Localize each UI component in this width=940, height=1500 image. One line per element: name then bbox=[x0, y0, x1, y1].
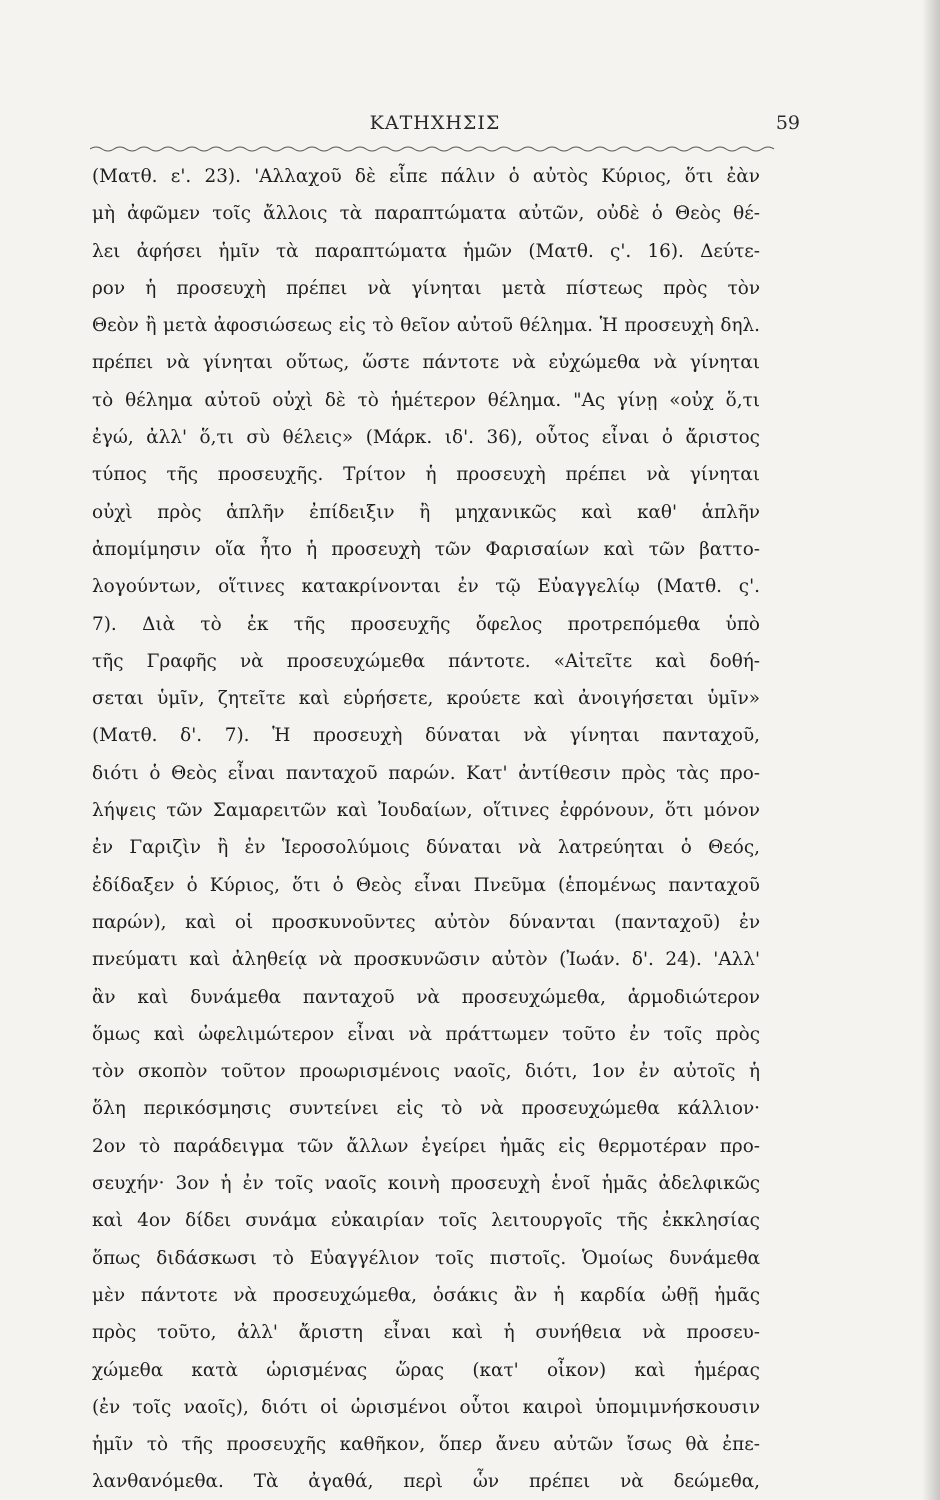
text-line: λογούντων, οἵτινες κατακρίνονται ἐν τῷ Εὐαγγελίῳ (Ματθ. ς'. bbox=[92, 576, 760, 598]
text-line: τύπος τῆς προσευχῆς. Τρίτον ἡ προσευχὴ πρέπει νὰ γίνηται bbox=[92, 464, 760, 486]
text-line: ἐν Γαριζὶν ἢ ἐν Ἱεροσολύμοις δύναται νὰ λατρεύηται ὁ Θεός, bbox=[92, 837, 760, 859]
text-line: ἐγώ, ἀλλ' ὅ,τι σὺ θέλεις» (Μάρκ. ιδ'. 36), οὗτος εἶναι ὁ ἄριστος bbox=[92, 427, 760, 449]
running-title: ΚΑΤΗΧΗΣΙΣ bbox=[369, 112, 501, 134]
text-line: σεται ὑμῖν, ζητεῖτε καὶ εὑρήσετε, κρούετε καὶ ἀνοιγήσεται ὑμῖν» bbox=[92, 688, 760, 710]
page-edge-shadow bbox=[922, 0, 940, 1500]
text-line: καὶ 4ον δίδει συνάμα εὐκαιρίαν τοῖς λειτουργοῖς τῆς ἐκκλησίας bbox=[92, 1210, 760, 1232]
text-line: ἂν καὶ δυνάμεθα πανταχοῦ νὰ προσευχώμεθα, ἁρμοδιώτερον bbox=[92, 986, 760, 1008]
text-line: ἀπομίμησιν οἵα ἦτο ἡ προσευχὴ τῶν Φαρισαίων καὶ τῶν βαττο- bbox=[92, 538, 760, 560]
text-line: 2ον τὸ παράδειγμα τῶν ἄλλων ἐγείρει ἡμᾶς εἰς θερμοτέραν προ- bbox=[92, 1135, 760, 1157]
text-line: τὸν σκοπὸν τοῦτον προωρισμένοις ναοῖς, διότι, 1ον ἐν αὐτοῖς ἡ bbox=[92, 1061, 760, 1083]
text-line: 7). Διὰ τὸ ἐκ τῆς προσευχῆς ὄφελος προτρεπόμεθα ὑπὸ bbox=[92, 613, 760, 635]
text-line: ἐδίδαξεν ὁ Κύριος, ὅτι ὁ Θεὸς εἶναι Πνεῦμα (ἑπομένως πανταχοῦ bbox=[92, 874, 760, 896]
body-text bbox=[92, 158, 760, 1500]
text-line: ἡμῖν τὸ τῆς προσευχῆς καθῆκον, ὅπερ ἄνευ αὐτῶν ἴσως θὰ ἐπε- bbox=[92, 1434, 760, 1456]
page-number: 59 bbox=[775, 112, 800, 134]
text-line: τὸ θέλημα αὐτοῦ οὐχὶ δὲ τὸ ἡμέτερον θέλημα. "Ας γίνῃ «οὐχ ὅ,τι bbox=[92, 389, 760, 411]
running-head bbox=[90, 108, 800, 148]
text-line: σευχήν· 3ον ἡ ἐν τοῖς ναοῖς κοινὴ προσευχὴ ἑνοῖ ἡμᾶς ἀδελφικῶς bbox=[92, 1173, 760, 1195]
text-line: λήψεις τῶν Σαμαρειτῶν καὶ Ἰουδαίων, οἵτινες ἐφρόνουν, ὅτι μόνον bbox=[92, 800, 760, 822]
text-line: τῆς Γραφῆς νὰ προσευχώμεθα πάντοτε. «Αἰτεῖτε καὶ δοθή- bbox=[92, 650, 760, 672]
text-line: πρέπει νὰ γίνηται οὕτως, ὥστε πάντοτε νὰ εὐχώμεθα νὰ γίνηται bbox=[92, 352, 760, 374]
text-line: (Ματθ. δ'. 7). Ἡ προσευχὴ δύναται νὰ γίνηται πανταχοῦ, bbox=[92, 725, 760, 747]
text-line: (Ματθ. ε'. 23). 'Αλλαχοῦ δὲ εἶπε πάλιν ὁ αὐτὸς Κύριος, ὅτι ἐὰν bbox=[92, 166, 760, 187]
text-line: διότι ὁ Θεὸς εἶναι πανταχοῦ παρών. Κατ' ἀντίθεσιν πρὸς τὰς προ- bbox=[92, 762, 760, 784]
text-line: λανθανόμεθα. Τὰ ἀγαθά, περὶ ὧν πρέπει νὰ δεώμεθα, bbox=[92, 1471, 760, 1493]
text-line: παρών), καὶ οἱ προσκυνοῦντες αὐτὸν δύνανται (πανταχοῦ) ἐν bbox=[92, 911, 760, 933]
text-line: Θεὸν ἢ μετὰ ἀφοσιώσεως εἰς τὸ θεῖον αὐτοῦ θέλημα. Ἡ προσευχὴ δηλ. bbox=[92, 315, 760, 337]
text-line: μὲν πάντοτε νὰ προσευχώμεθα, ὁσάκις ἂν ἡ καρδία ὠθῇ ἡμᾶς bbox=[92, 1284, 760, 1306]
text-line: ὅπως διδάσκωσι τὸ Εὐαγγέλιον τοῖς πιστοῖς. Ὁμοίως δυνάμεθα bbox=[92, 1247, 760, 1269]
text-line: λει ἀφήσει ἡμῖν τὰ παραπτώματα ἡμῶν (Ματθ. ς'. 16). Δεύτε- bbox=[92, 240, 760, 262]
text-line: (ἐν τοῖς ναοῖς), διότι οἱ ὡρισμένοι οὗτοι καιροὶ ὑπομιμνήσκουσιν bbox=[92, 1396, 760, 1418]
text-line: πρὸς τοῦτο, ἀλλ' ἄριστη εἶναι καὶ ἡ συνήθεια νὰ προσευ- bbox=[92, 1322, 760, 1344]
text-line: ὅμως καὶ ὠφελιμώτερον εἶναι νὰ πράττωμεν τοῦτο ἐν τοῖς πρὸς bbox=[92, 1023, 760, 1045]
text-line: οὐχὶ πρὸς ἁπλῆν ἐπίδειξιν ἢ μηχανικῶς καὶ καθ' ἁπλῆν bbox=[92, 501, 760, 523]
text-line: χώμεθα κατὰ ὡρισμένας ὥρας (κατ' οἶκον) καὶ ἡμέρας bbox=[92, 1359, 760, 1381]
text-line: πνεύματι καὶ ἀληθείᾳ νὰ προσκυνῶσιν αὐτὸν (Ἰωάν. δ'. 24). 'Αλλ' bbox=[92, 949, 760, 971]
text-line: ρον ἡ προσευχὴ πρέπει νὰ γίνηται μετὰ πίστεως πρὸς τὸν bbox=[92, 277, 760, 299]
ornamental-rule bbox=[90, 144, 780, 154]
text-line: ὅλη περικόσμησις συντείνει εἰς τὸ νὰ προσευχώμεθα κάλλιον· bbox=[92, 1098, 760, 1120]
text-line: μὴ ἀφῶμεν τοῖς ἄλλοις τὰ παραπτώματα αὐτῶν, οὐδὲ ὁ Θεὸς θέ- bbox=[92, 203, 760, 225]
